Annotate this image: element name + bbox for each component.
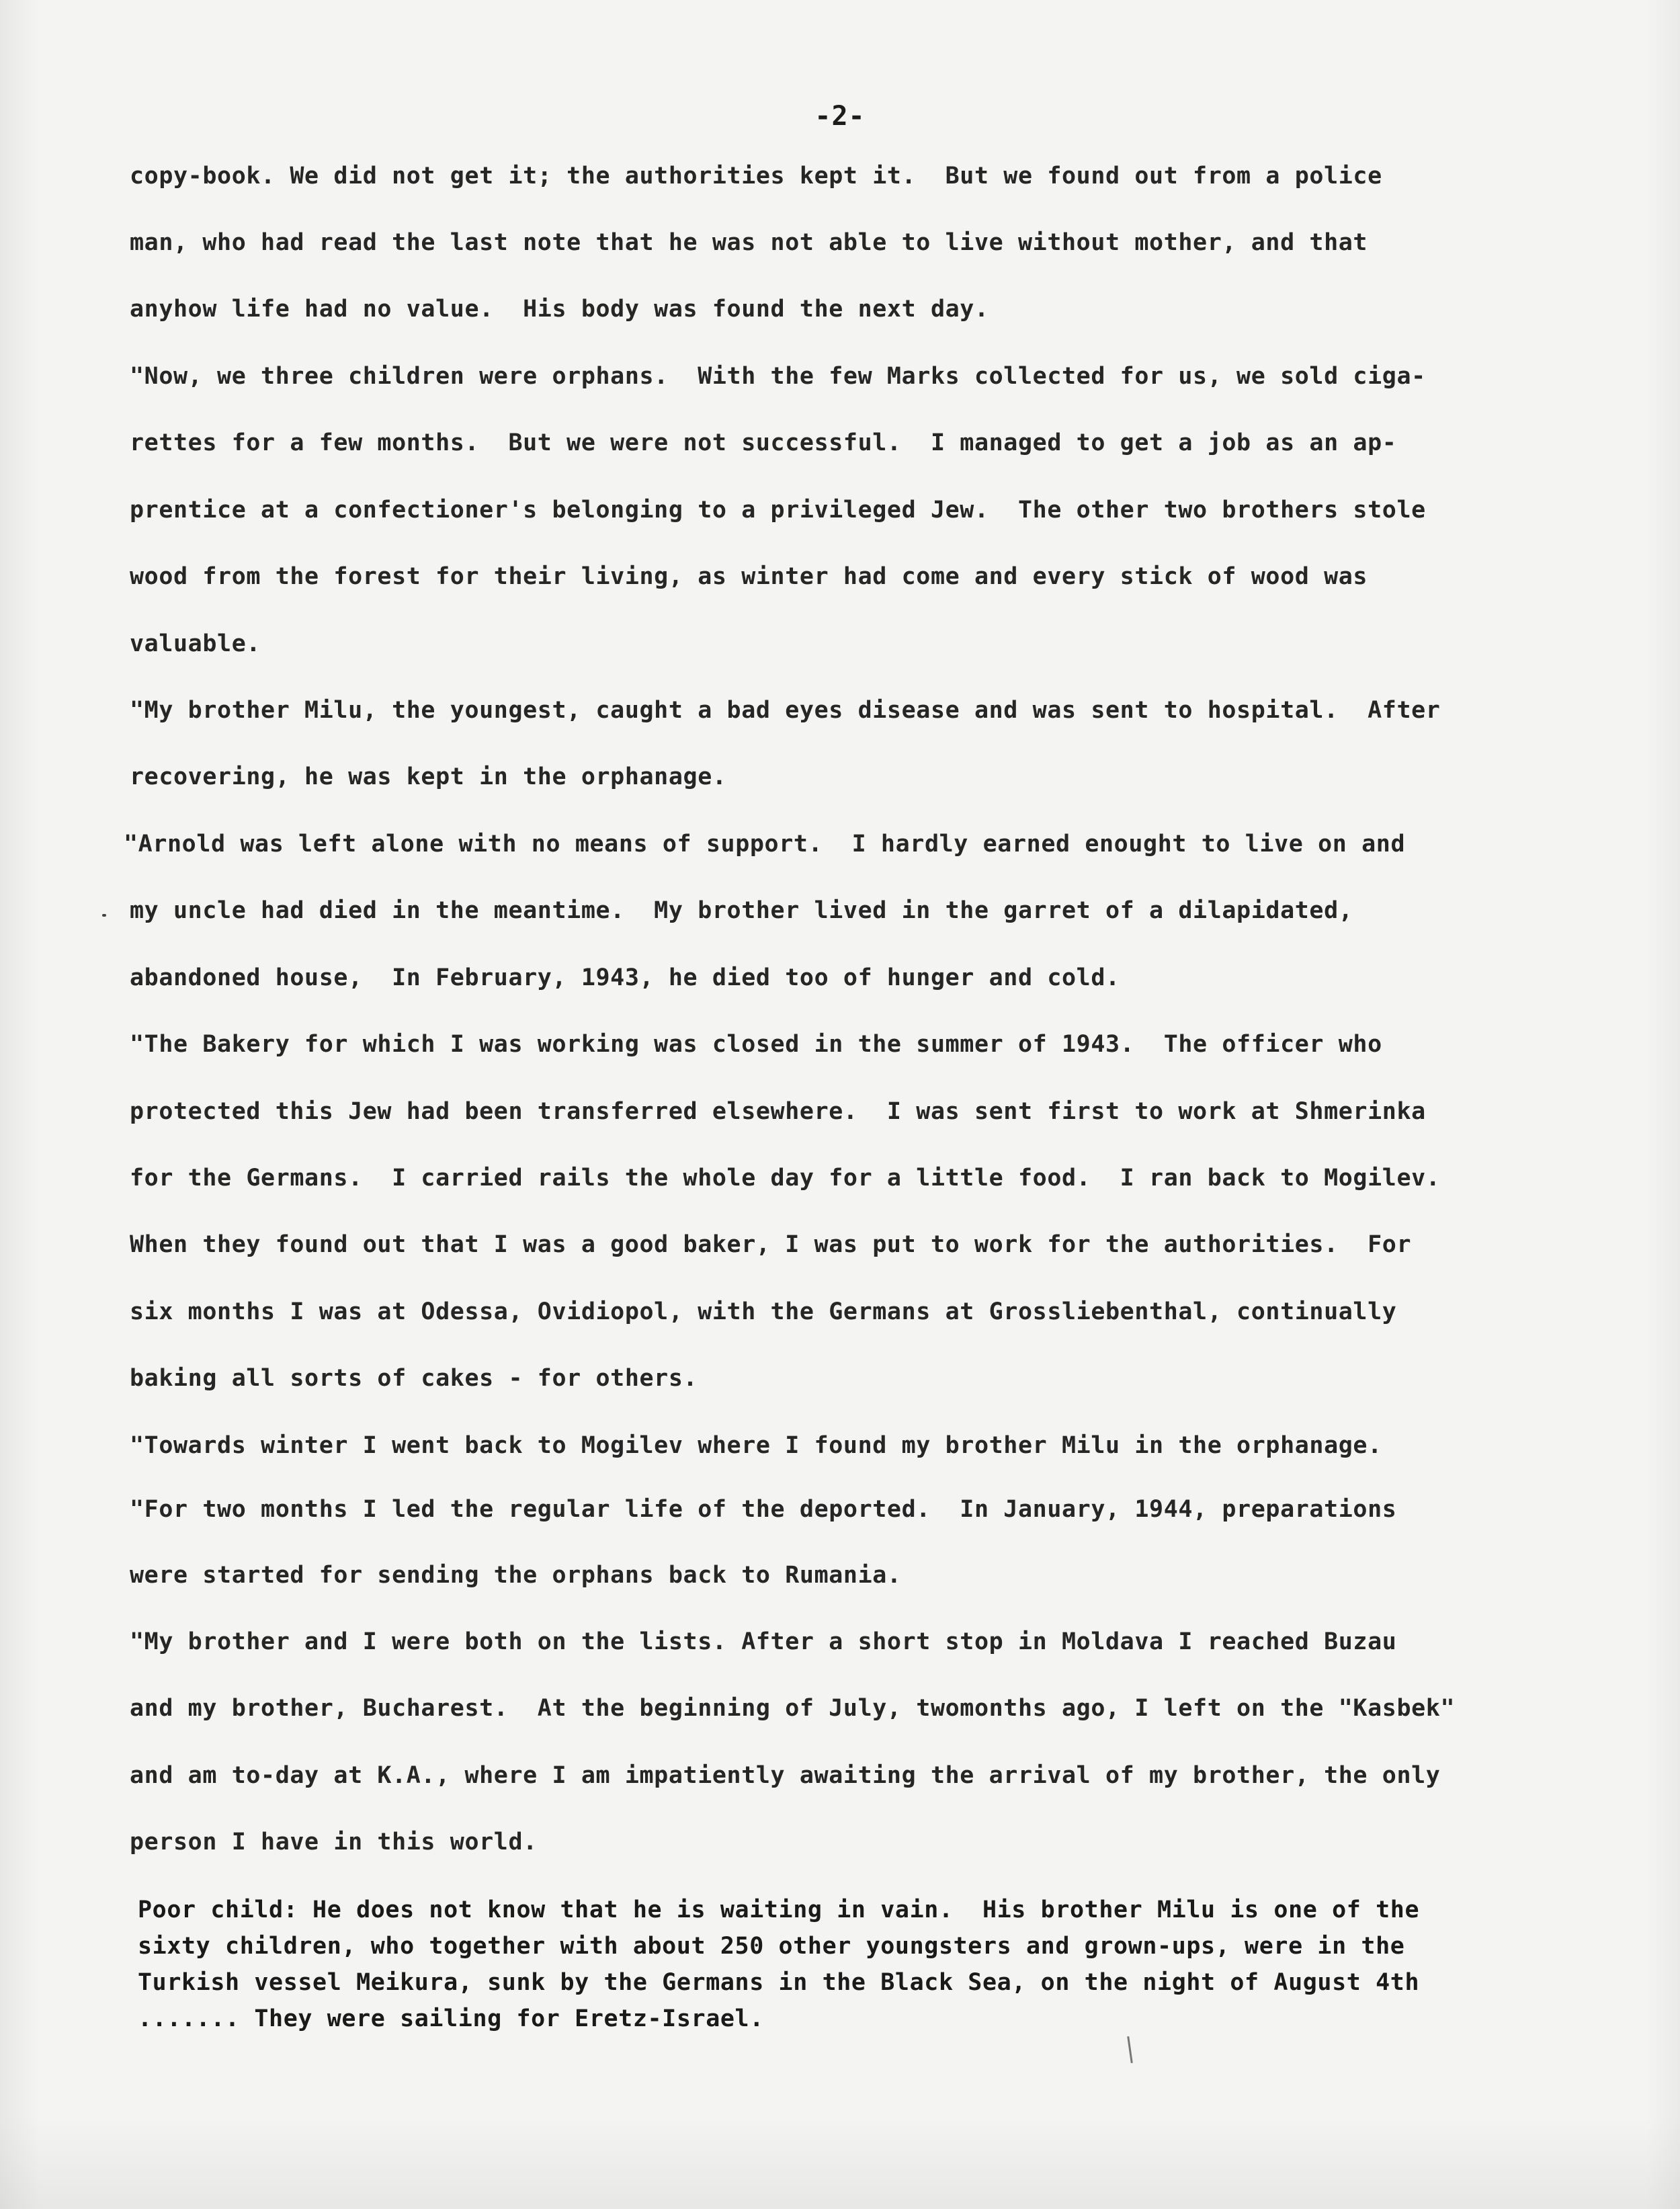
margin-mark [102,914,106,917]
body-line: anyhow life had no value. His body was found the next day. [130,296,989,323]
body-line: and my brother, Bucharest. At the beginning of July, twomonths ago, I left on the "Kasbek" [130,1695,1456,1722]
closing-line: ....... They were sailing for Eretz-Israel. [138,2005,764,2032]
paper-scratch [1127,2036,1133,2063]
closing-line: Poor child: He does not know that he is waiting in vain. His brother Milu is one of the [138,1897,1420,1923]
body-line: were started for sending the orphans back to Rumania. [130,1562,902,1589]
body-line: wood from the forest for their living, as winter had come and every stick of wood was [130,563,1368,590]
body-line: six months I was at Odessa, Ovidiopol, with the Germans at Grossliebenthal, continually [130,1298,1397,1325]
body-line: recovering, he was kept in the orphanage. [130,763,727,790]
body-line: person I have in this world. [130,1829,538,1856]
closing-line: Turkish vessel Meikura, sunk by the Germans in the Black Sea, on the night of August 4th [138,1969,1420,1996]
body-line: copy-book. We did not get it; the authorities kept it. But we found out from a police [130,163,1382,190]
body-line: abandoned house, In February, 1943, he died too of hunger and cold. [130,964,1120,991]
body-line: man, who had read the last note that he was not able to live without mother, and that [130,229,1368,256]
body-line: valuable. [130,630,261,657]
body-line: baking all sorts of cakes - for others. [130,1365,698,1392]
body-line: "The Bakery for which I was working was closed in the summer of 1943. The officer who [130,1031,1382,1058]
body-line: When they found out that I was a good baker, I was put to work for the authorities. For [130,1231,1412,1258]
body-line: "Now, we three children were orphans. With the few Marks collected for us, we sold ciga- [130,363,1426,390]
body-line: rettes for a few months. But we were not successful. I managed to get a job as an ap- [130,429,1397,456]
body-line: and am to-day at K.A., where I am impatiently awaiting the arrival of my brother, the only [130,1762,1441,1789]
body-line: "Towards winter I went back to Mogilev where I found my brother Milu in the orphanage. [130,1432,1382,1459]
closing-line: sixty children, who together with about 250 other youngsters and grown-ups, were in the [138,1933,1405,1960]
body-line: "Arnold was left alone with no means of support. I hardly earned enought to live on and [124,831,1406,858]
body-line: my uncle had died in the meantime. My brother lived in the garret of a dilapidated, [130,897,1353,924]
page-number: -2- [814,101,866,132]
body-line: for the Germans. I carried rails the whole day for a little food. I ran back to Mogilev. [130,1165,1441,1192]
body-line: "My brother Milu, the youngest, caught a bad eyes disease and was sent to hospital. After [130,697,1441,724]
body-line: prentice at a confectioner's belonging to a privileged Jew. The other two brothers stole [130,497,1426,524]
body-line: protected this Jew had been transferred elsewhere. I was sent first to work at Shmerinka [130,1098,1426,1125]
body-line: "My brother and I were both on the lists. After a short stop in Moldava I reached Buzau [130,1628,1397,1655]
body-line: "For two months I led the regular life of the deported. In January, 1944, preparations [130,1496,1397,1523]
